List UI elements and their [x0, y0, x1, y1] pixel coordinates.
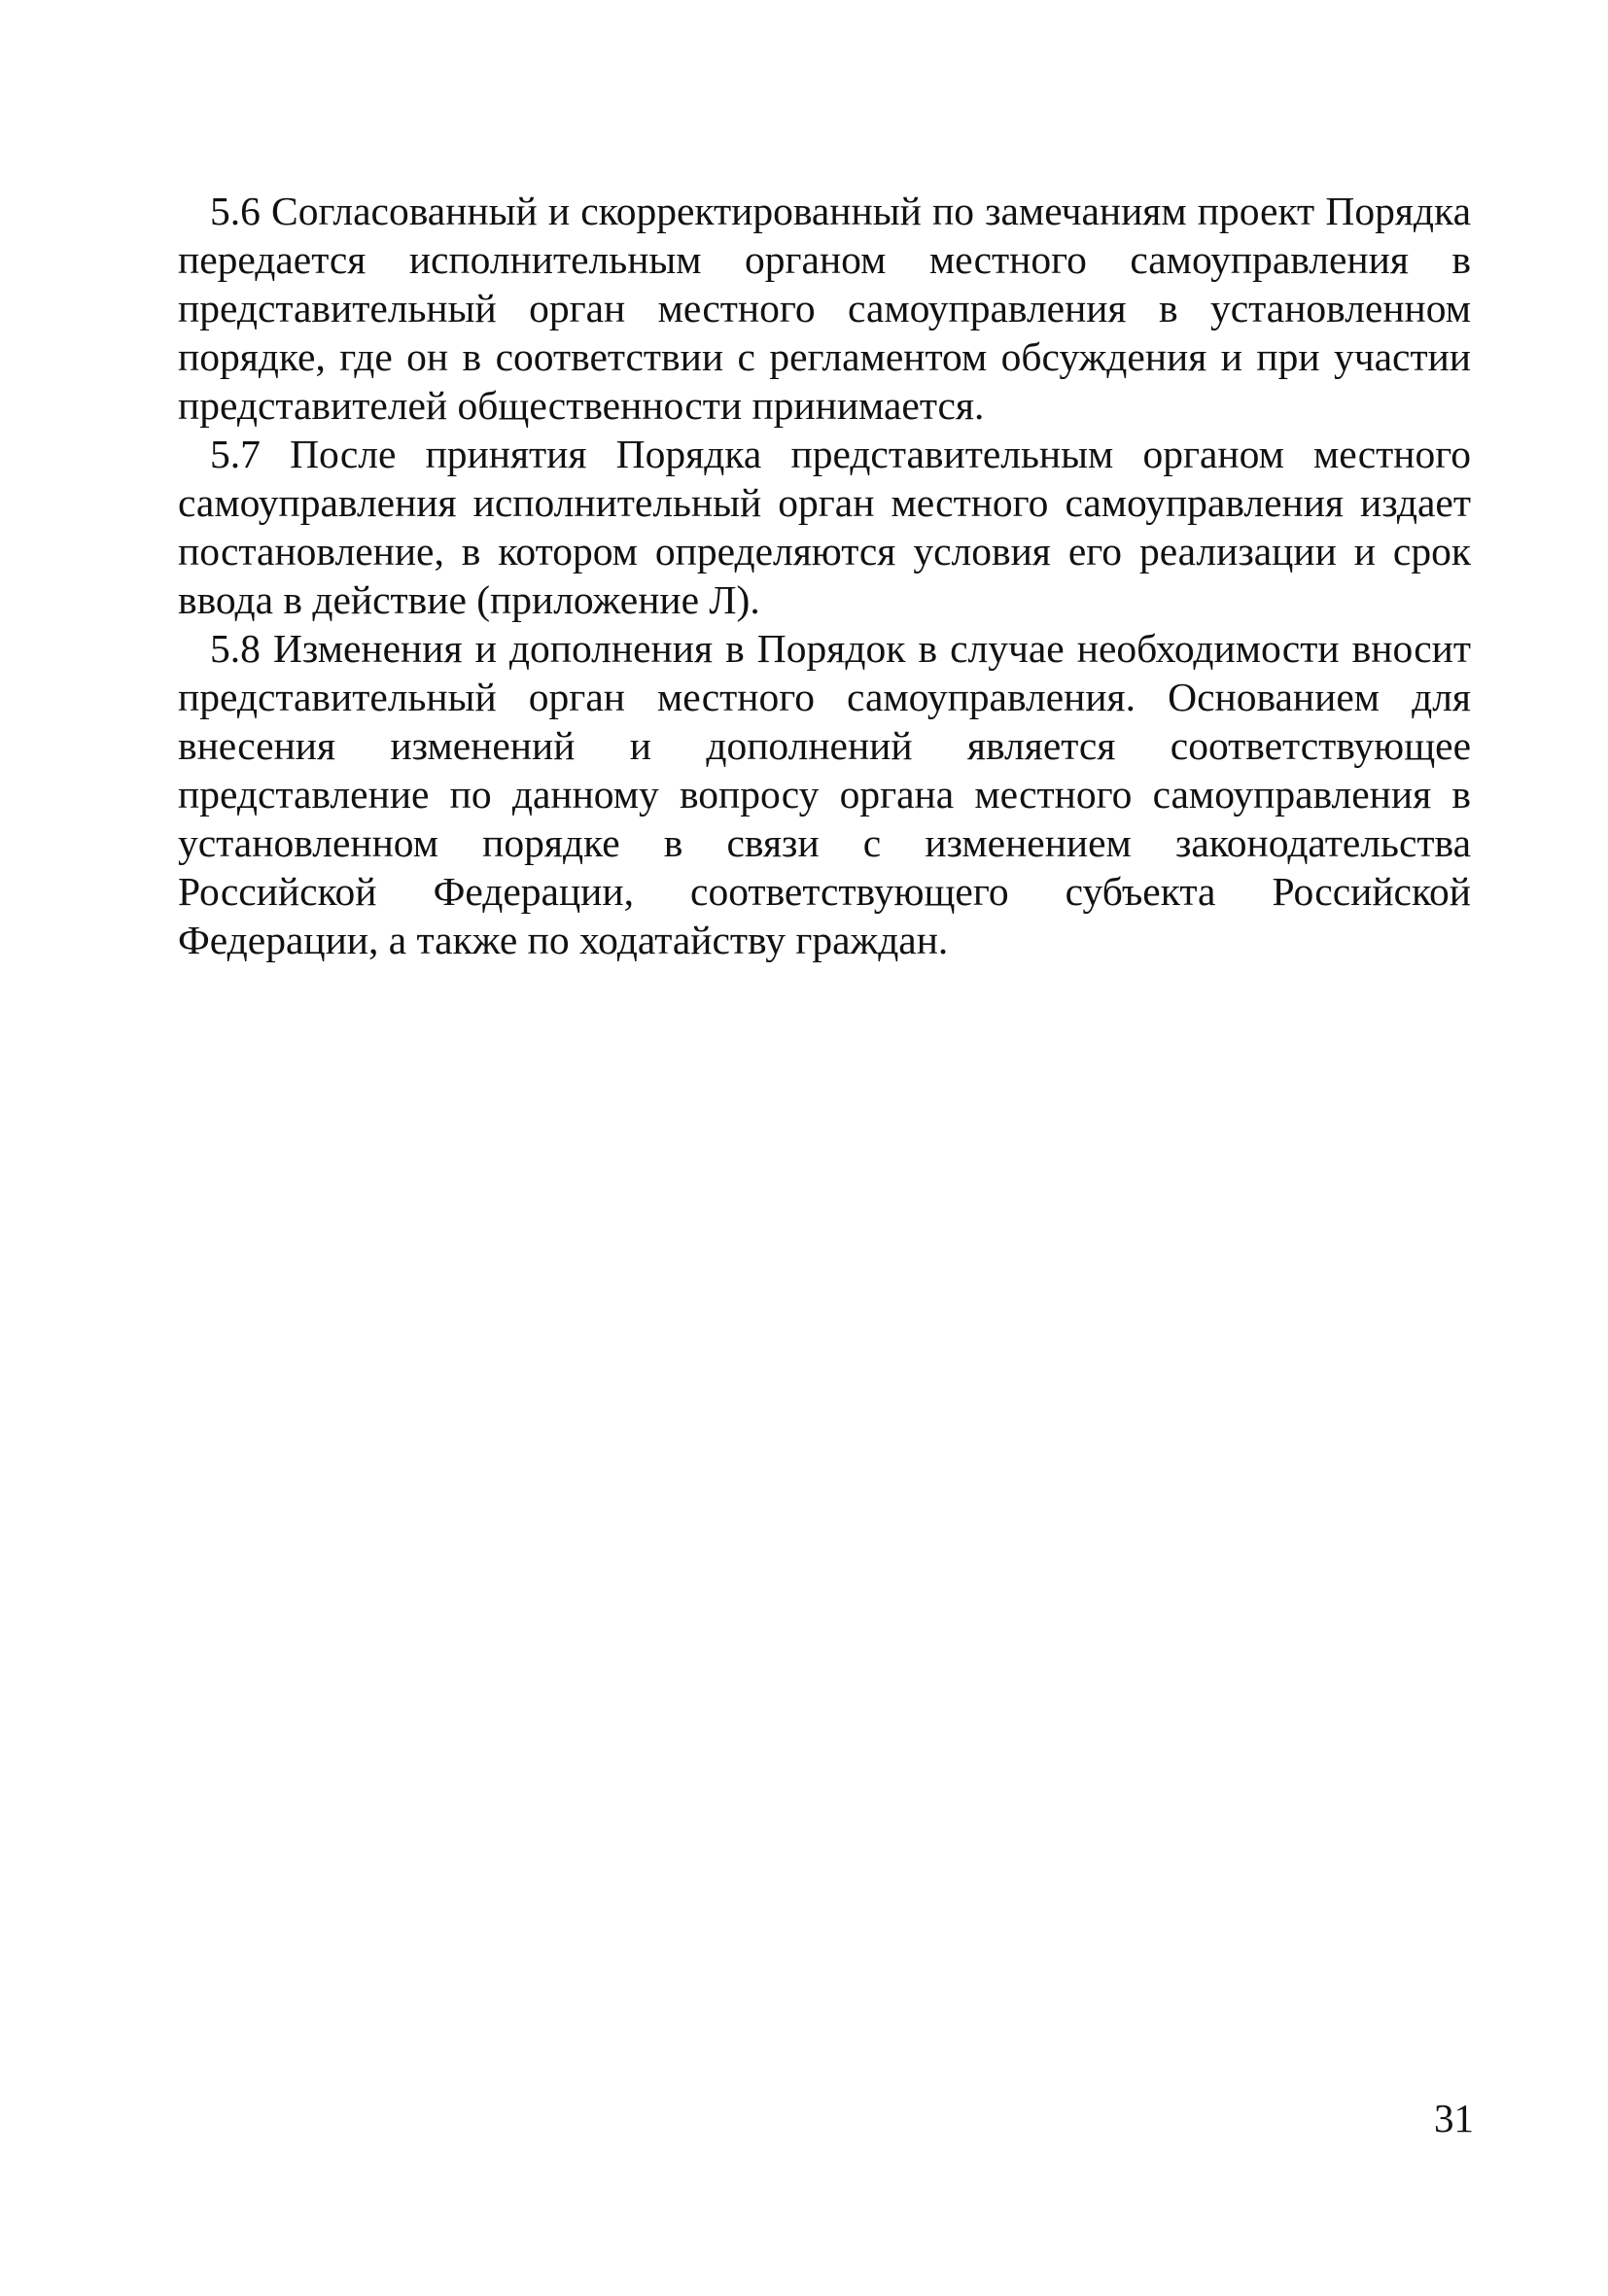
paragraph-5-8: 5.8 Изменения и дополнения в Порядок в случае необходимости вносит представительный орган местного самоуправления. Основанием для внесения изменений и дополнений является соответствующее представление по данному вопросу органа местного самоуправления в установленном порядке в связи с изменением законодательства Российской Федерации, соответствующего субъекта Российской Федерации, а также по ходатайству граждан. — [178, 626, 1471, 962]
paragraph-5-6: 5.6 Согласованный и скорректированный по замечаниям проект Порядка передается исполнительным органом местного самоуправления в представительный орган местного самоуправления в установленном порядке, где он в соответствии с регламентом обсуждения и при участии представителей общественности принимается. — [178, 189, 1471, 428]
body-text — [178, 187, 1471, 964]
page-number: 31 — [1434, 2096, 1474, 2140]
paragraph-5-7: 5.7 После принятия Порядка представительным органом местного самоуправления исполнительный орган местного самоуправления издает постановление, в котором определяются условия его реализации и срок ввода в действие (приложение Л). — [178, 432, 1471, 622]
